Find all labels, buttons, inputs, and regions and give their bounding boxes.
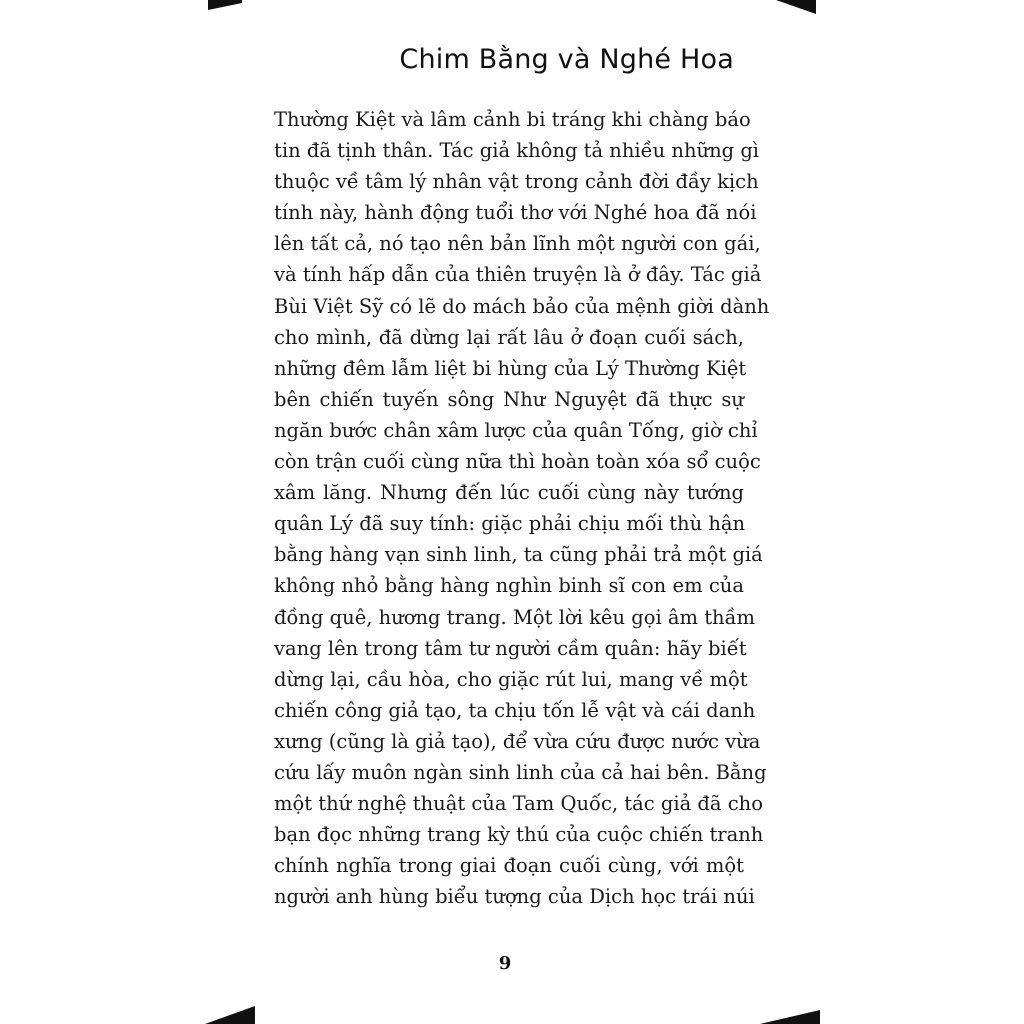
scan-corner-shadow: [760, 1010, 820, 1024]
text-line: chính nghĩa trong giai đoạn cuối cùng, với một: [274, 854, 744, 878]
page-number: 9: [498, 953, 512, 974]
text-line: người anh hùng biểu tượng của Dịch học trái núi: [274, 885, 755, 909]
scan-corner-shadow: [205, 1006, 255, 1024]
text-line: cứu lấy muôn ngàn sinh linh của cả hai bên. Bằng: [274, 760, 767, 784]
text-line: thuộc về tâm lý nhân vật trong cảnh đời đầy kịch: [274, 170, 759, 194]
body-text: [274, 104, 770, 912]
text-line: tin đã tịnh thân. Tác giả không tả nhiều những gì: [274, 139, 760, 163]
text-line: và tính hấp dẫn của thiên truyện là ở đây. Tác giả: [274, 263, 762, 287]
text-line: một thứ nghệ thuật của Tam Quốc, tác giả đã cho: [274, 792, 763, 816]
text-line: Thường Kiệt và lâm cảnh bi tráng khi chàng báo: [274, 108, 751, 131]
text-line: quân Lý đã suy tính: giặc phải chịu mối thù hận: [274, 512, 746, 536]
text-line: bên chiến tuyến sông Như Nguyệt đã thực sự: [274, 387, 744, 411]
text-line: bằng hàng vạn sinh linh, ta cũng phải trả một giá: [274, 543, 763, 567]
text-line: chiến công giả tạo, ta chịu tốn lễ vật và cái danh: [274, 698, 756, 722]
text-line: dừng lại, cầu hòa, cho giặc rút lui, mang về một: [274, 667, 748, 691]
text-line: lên tất cả, nó tạo nên bản lĩnh một người con gái,: [274, 232, 761, 256]
text-line: xâm lăng. Nhưng đến lúc cuối cùng này tướng: [274, 481, 744, 505]
text-line: bạn đọc những trang kỳ thú của cuộc chiến tranh: [274, 823, 764, 847]
text-line: không nhỏ bằng hàng nghìn binh sĩ con em của: [274, 574, 744, 598]
running-head: Chim Bằng và Nghé Hoa: [399, 44, 734, 75]
text-line: xưng (cũng là giả tạo), để vừa cứu được nước vừa: [274, 729, 761, 753]
text-line: Bùi Việt Sỹ có lẽ do mách bảo của mệnh giời dành: [274, 294, 770, 318]
text-line: ngăn bước chân xâm lược của quân Tống, giờ chỉ: [274, 418, 758, 442]
text-line: tính này, hành động tuổi thơ với Nghé hoa đã nói: [274, 201, 757, 225]
text-line: còn trận cuối cùng nữa thì hoàn toàn xóa sổ cuộc: [274, 450, 761, 474]
text-line: vang lên trong tâm tư người cầm quân: hãy biết: [274, 636, 747, 660]
text-line: cho mình, đã dừng lại rất lâu ở đoạn cuối sách,: [274, 325, 744, 349]
scan-corner-shadow: [776, 0, 816, 14]
text-line: những đêm lẫm liệt bi hùng của Lý Thường Kiệt: [274, 356, 747, 380]
scan-corner-shadow: [208, 0, 242, 10]
text-line: đồng quê, hương trang. Một lời kêu gọi âm thầm: [274, 605, 756, 629]
